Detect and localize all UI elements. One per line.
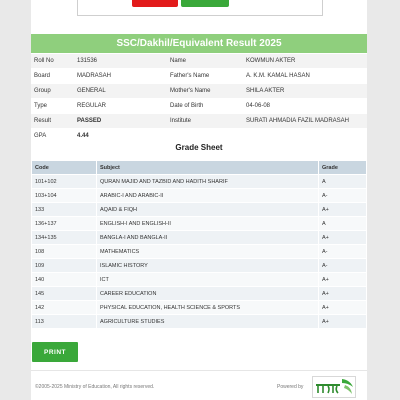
- info-value: 4.44: [74, 129, 167, 144]
- info-value: GENERAL: [74, 84, 167, 99]
- subject-code: 136+137: [32, 217, 97, 231]
- subject-name: MATHEMATICS: [97, 245, 319, 259]
- column-header-code: Code: [32, 161, 97, 175]
- info-label: Type: [31, 99, 74, 114]
- grade-table-header-row: [32, 161, 367, 175]
- column-header-grade: Grade: [319, 161, 367, 175]
- info-label: Father's Name: [167, 69, 243, 84]
- subject-code: 101+102: [32, 175, 97, 189]
- subject-grade: A-: [319, 245, 367, 259]
- info-label: Result: [31, 114, 74, 129]
- subject-name: ICT: [97, 273, 319, 287]
- subject-name: CAREER EDUCATION: [97, 287, 319, 301]
- info-value: 131536: [74, 54, 167, 69]
- subject-name: ENGLISH-I AND ENGLISH-II: [97, 217, 319, 231]
- subject-name: ISLAMIC HISTORY: [97, 259, 319, 273]
- subject-grade: A+: [319, 315, 367, 329]
- grade-row: [32, 203, 367, 217]
- info-label: Name: [167, 54, 243, 69]
- info-value: A. K.M. KAMAL HASAN: [243, 69, 367, 84]
- grade-row: [32, 217, 367, 231]
- student-info-row: [31, 84, 367, 99]
- info-label: Institute: [167, 114, 243, 129]
- info-label: GPA: [31, 129, 74, 144]
- subject-code: 103+104: [32, 189, 97, 203]
- subject-grade: A-: [319, 189, 367, 203]
- result-title: SSC/Dakhil/Equivalent Result 2025: [31, 34, 367, 53]
- subject-grade: A+: [319, 301, 367, 315]
- submit-button[interactable]: [181, 0, 229, 7]
- print-button[interactable]: PRINT: [32, 342, 78, 362]
- subject-name: QURAN MAJID AND TAZBID AND HADITH SHARIF: [97, 175, 319, 189]
- subject-name: AGRICULTURE STUDIES: [97, 315, 319, 329]
- subject-code: 134+135: [32, 231, 97, 245]
- subject-grade: A: [319, 217, 367, 231]
- student-info-row: [31, 114, 367, 129]
- grade-row: [32, 245, 367, 259]
- copyright-text: ©2005-2025 Ministry of Education, All rights reserved.: [35, 384, 155, 390]
- student-info-row: [31, 54, 367, 69]
- subject-code: 142: [32, 301, 97, 315]
- grade-row: [32, 315, 367, 329]
- subject-code: 108: [32, 245, 97, 259]
- subject-grade: A: [319, 175, 367, 189]
- powered-by-text: Powered by: [277, 384, 304, 390]
- teletalk-logo[interactable]: [312, 376, 356, 398]
- info-label: Mother's Name: [167, 84, 243, 99]
- grade-row: [32, 189, 367, 203]
- student-info-row: [31, 129, 367, 144]
- reset-button[interactable]: [132, 0, 178, 7]
- info-value: MADRASAH: [74, 69, 167, 84]
- subject-name: ARABIC-I AND ARABIC-II: [97, 189, 319, 203]
- info-label: [167, 129, 243, 144]
- subject-code: 140: [32, 273, 97, 287]
- grade-row: [32, 231, 367, 245]
- grade-row: [32, 259, 367, 273]
- grade-row: [32, 273, 367, 287]
- info-value: KOWMUN AKTER: [243, 54, 367, 69]
- subject-name: PHYSICAL EDUCATION, HEALTH SCIENCE & SPORTS: [97, 301, 319, 315]
- subject-grade: A+: [319, 273, 367, 287]
- grade-row: [32, 175, 367, 189]
- subject-code: 133: [32, 203, 97, 217]
- footer-divider: [31, 370, 367, 371]
- student-info-row: [31, 99, 367, 114]
- info-label: Group: [31, 84, 74, 99]
- info-value: PASSED: [74, 114, 167, 129]
- info-value: SHILA AKTER: [243, 84, 367, 99]
- info-label: Date of Birth: [167, 99, 243, 114]
- info-value: 04-06-08: [243, 99, 367, 114]
- info-value: SURATI AHMADIA FAZIL MADRASAH: [243, 114, 367, 129]
- info-label: Roll No: [31, 54, 74, 69]
- info-value: REGULAR: [74, 99, 167, 114]
- column-header-subject: Subject: [97, 161, 319, 175]
- student-info-row: [31, 69, 367, 84]
- subject-grade: A-: [319, 259, 367, 273]
- subject-name: BANGLA-I AND BANGLA-II: [97, 231, 319, 245]
- info-label: Board: [31, 69, 74, 84]
- subject-code: 145: [32, 287, 97, 301]
- grade-row: [32, 301, 367, 315]
- grade-sheet-table: [31, 160, 367, 329]
- subject-code: 109: [32, 259, 97, 273]
- result-page: [31, 0, 367, 400]
- subject-grade: A+: [319, 287, 367, 301]
- subject-grade: A+: [319, 231, 367, 245]
- subject-grade: A+: [319, 203, 367, 217]
- student-info-table: [31, 54, 367, 144]
- subject-name: AQAID & FIQH: [97, 203, 319, 217]
- subject-code: 113: [32, 315, 97, 329]
- grade-sheet-title: Grade Sheet: [175, 143, 223, 152]
- grade-row: [32, 287, 367, 301]
- info-value: [243, 129, 367, 144]
